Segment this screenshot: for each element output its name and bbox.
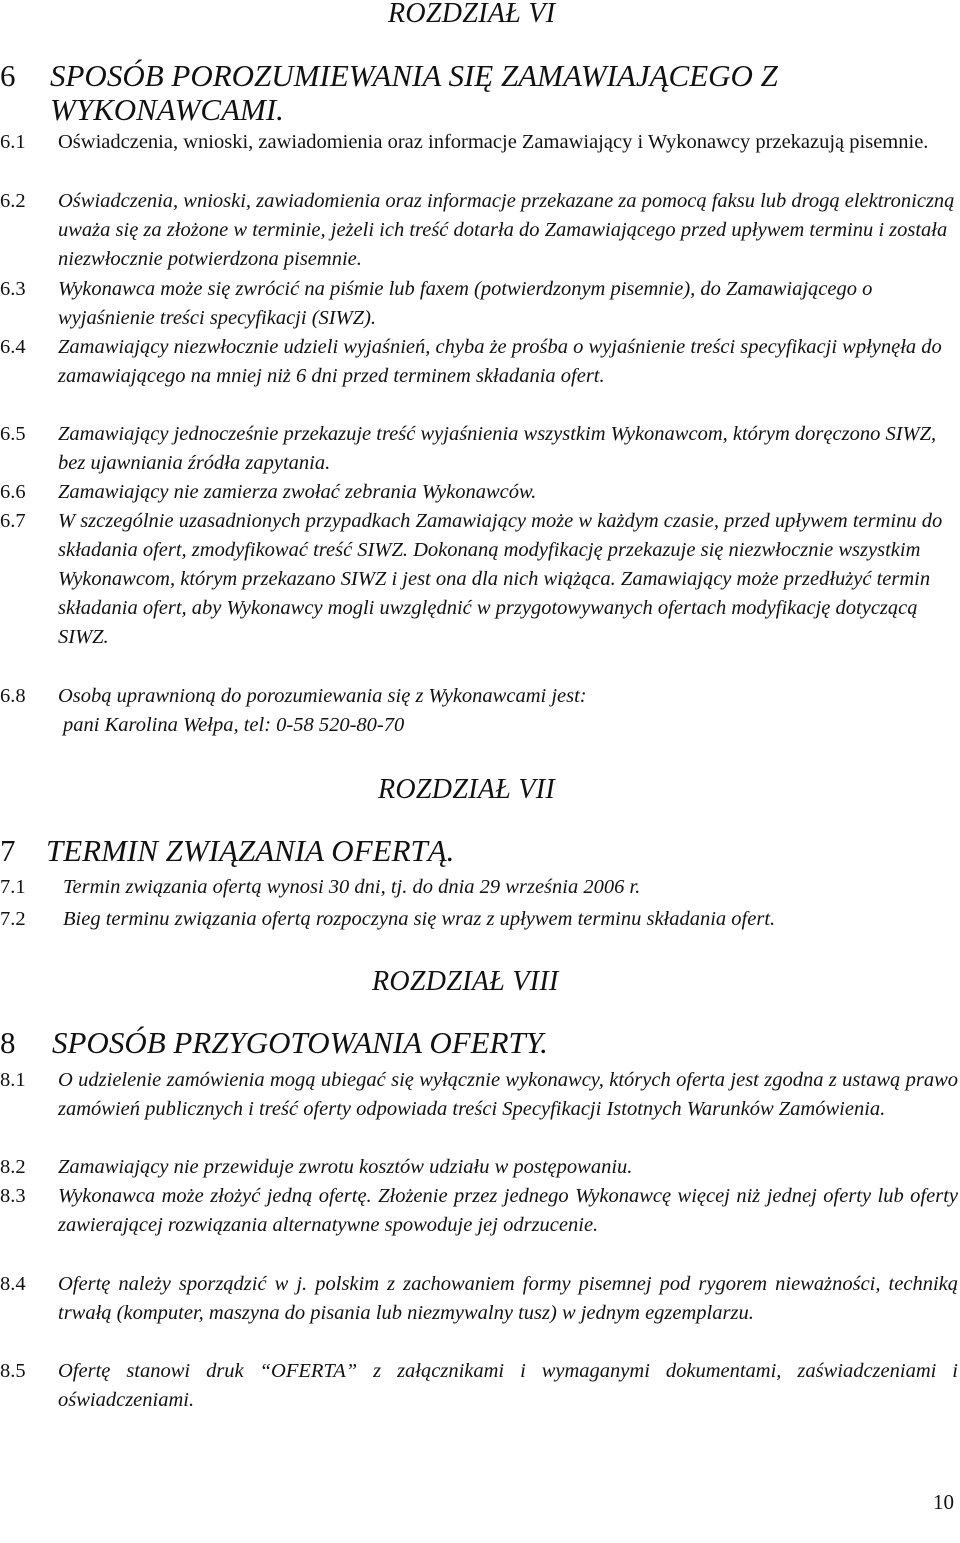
item-number: 6.5 (0, 423, 26, 445)
item-text: W szczególnie uzasadnionych przypadkach Zamawiający może w każdym czasie, przed upływem terminu do składania ofert, zmodyfikować treść SIWZ. Dokonaną modyfikację przekazuje się niezwłocznie wszystkim Wykonawcom, którym przekazano SIWZ i jest ona dla nich wiążąca. Zamawiający może przedłużyć termin składania ofert, aby Wykonawcy mogli uwzględnić w przygotowywanych ofertach modyfikację dotyczącą SIWZ. (58, 510, 943, 648)
item-8-2 (0, 1153, 958, 1182)
item-number: 6.8 (0, 685, 26, 707)
section-8-number: 8 (0, 1025, 16, 1060)
item-6-2 (0, 187, 958, 274)
chapter-7-heading: ROZDZIAŁ VII (378, 774, 556, 805)
section-6-number: 6 (0, 58, 16, 93)
section-7-number: 7 (0, 833, 16, 868)
item-number: 6.2 (0, 190, 26, 212)
section-8-title (0, 1025, 960, 1061)
item-number: 7.1 (0, 876, 26, 898)
item-number: 8.1 (0, 1069, 26, 1091)
item-number: 6.7 (0, 510, 26, 532)
item-6-1 (0, 128, 958, 157)
item-number: 6.1 (0, 131, 26, 153)
section-6-title (0, 58, 960, 94)
section-7-title-text: TERMIN ZWIĄZANIA OFERTĄ. (46, 833, 455, 868)
item-number: 8.4 (0, 1273, 26, 1295)
section-6-title-line2: WYKONAWCAMI. (50, 92, 284, 127)
item-number: 8.5 (0, 1360, 26, 1382)
item-6-4 (0, 333, 958, 391)
item-number: 6.3 (0, 278, 26, 300)
item-text: Ofertę należy sporządzić w j. polskim z zachowaniem formy pisemnej pod rygorem nieważności, techniką trwałą (komputer, maszyna do pisania lub niezmywalny tusz) w jednym egzemplarzu. (58, 1273, 958, 1324)
section-6-title-line1: SPOSÓB POROZUMIEWANIA SIĘ ZAMAWIAJĄCEGO Z (50, 58, 778, 93)
item-text: Bieg terminu związania ofertą rozpoczyna się wraz z upływem terminu składania ofert. (63, 908, 776, 930)
item-6-5 (0, 420, 958, 478)
item-number: 7.2 (0, 908, 26, 930)
contact-person: pani Karolina Wełpa, tel: 0-58 520-80-70 (63, 714, 405, 736)
item-7-2 (0, 905, 958, 934)
item-text: Oświadczenia, wnioski, zawiadomienia oraz informacje przekazane za pomocą faksu lub drogą elektroniczną uważa się za złożone w terminie, jeżeli ich treść dotarła do Zamawiającego przed upływem terminu i została niezwłocznie potwierdzona pisemnie. (58, 190, 955, 270)
item-6-3 (0, 275, 958, 333)
item-text: Wykonawca może się zwrócić na piśmie lub faxem (potwierdzonym pisemnie), do Zamawiającego o wyjaśnienie treści specyfikacji (SIWZ). (58, 278, 873, 329)
item-text: Oświadczenia, wnioski, zawiadomienia oraz informacje Zamawiający i Wykonawcy przekazują pisemnie. (58, 131, 929, 153)
item-text: Zamawiający nie przewiduje zwrotu kosztów udziału w postępowaniu. (58, 1156, 633, 1178)
item-8-3 (0, 1182, 958, 1240)
page-number: 10 (933, 1490, 954, 1514)
item-7-1 (0, 873, 958, 902)
item-6-7 (0, 507, 958, 652)
section-8-title-text: SPOSÓB PRZYGOTOWANIA OFERTY. (52, 1025, 548, 1060)
item-text: O udzielenie zamówienia mogą ubiegać się wyłącznie wykonawcy, których oferta jest zgodna z ustawą prawo zamówień publicznych i treść oferty odpowiada treści Specyfikacji Istotnych Warunków Zamówienia. (58, 1069, 958, 1120)
item-8-5 (0, 1357, 958, 1415)
item-6-8 (0, 682, 958, 711)
section-7-title (0, 833, 960, 869)
item-6-6 (0, 478, 958, 507)
item-8-1 (0, 1066, 958, 1124)
item-number: 6.4 (0, 336, 26, 358)
item-number: 8.2 (0, 1156, 26, 1178)
item-text: Zamawiający niezwłocznie udzieli wyjaśnień, chyba że prośba o wyjaśnienie treści specyfikacji wpłynęła do zamawiającego na mniej niż 6 dni przed terminem składania ofert. (58, 336, 942, 387)
item-text: Zamawiający jednocześnie przekazuje treść wyjaśnienia wszystkim Wykonawcom, którym doręczono SIWZ, bez ujawniania źródła zapytania. (58, 423, 937, 474)
chapter-6-heading: ROZDZIAŁ VI (388, 0, 556, 29)
item-text: Wykonawca może złożyć jedną ofertę. Złożenie przez jednego Wykonawcę więcej niż jednej oferty lub oferty zawierającej rozwiązania alternatywne spowoduje jej odrzucenie. (58, 1185, 958, 1236)
section-6-title-cont (0, 92, 960, 128)
item-text: Termin związania ofertą wynosi 30 dni, tj. do dnia 29 września 2006 r. (63, 876, 641, 898)
item-text: Ofertę stanowi druk “OFERTA” z załącznikami i wymaganymi dokumentami, zaświadczeniami i oświadczeniami. (58, 1360, 958, 1411)
item-number: 8.3 (0, 1185, 26, 1207)
item-8-4 (0, 1270, 958, 1328)
chapter-8-heading: ROZDZIAŁ VIII (372, 966, 559, 997)
item-text: Zamawiający nie zamierza zwołać zebrania Wykonawców. (58, 481, 537, 503)
item-text: Osobą uprawnioną do porozumiewania się z Wykonawcami jest: (58, 685, 587, 707)
item-number: 6.6 (0, 481, 26, 503)
